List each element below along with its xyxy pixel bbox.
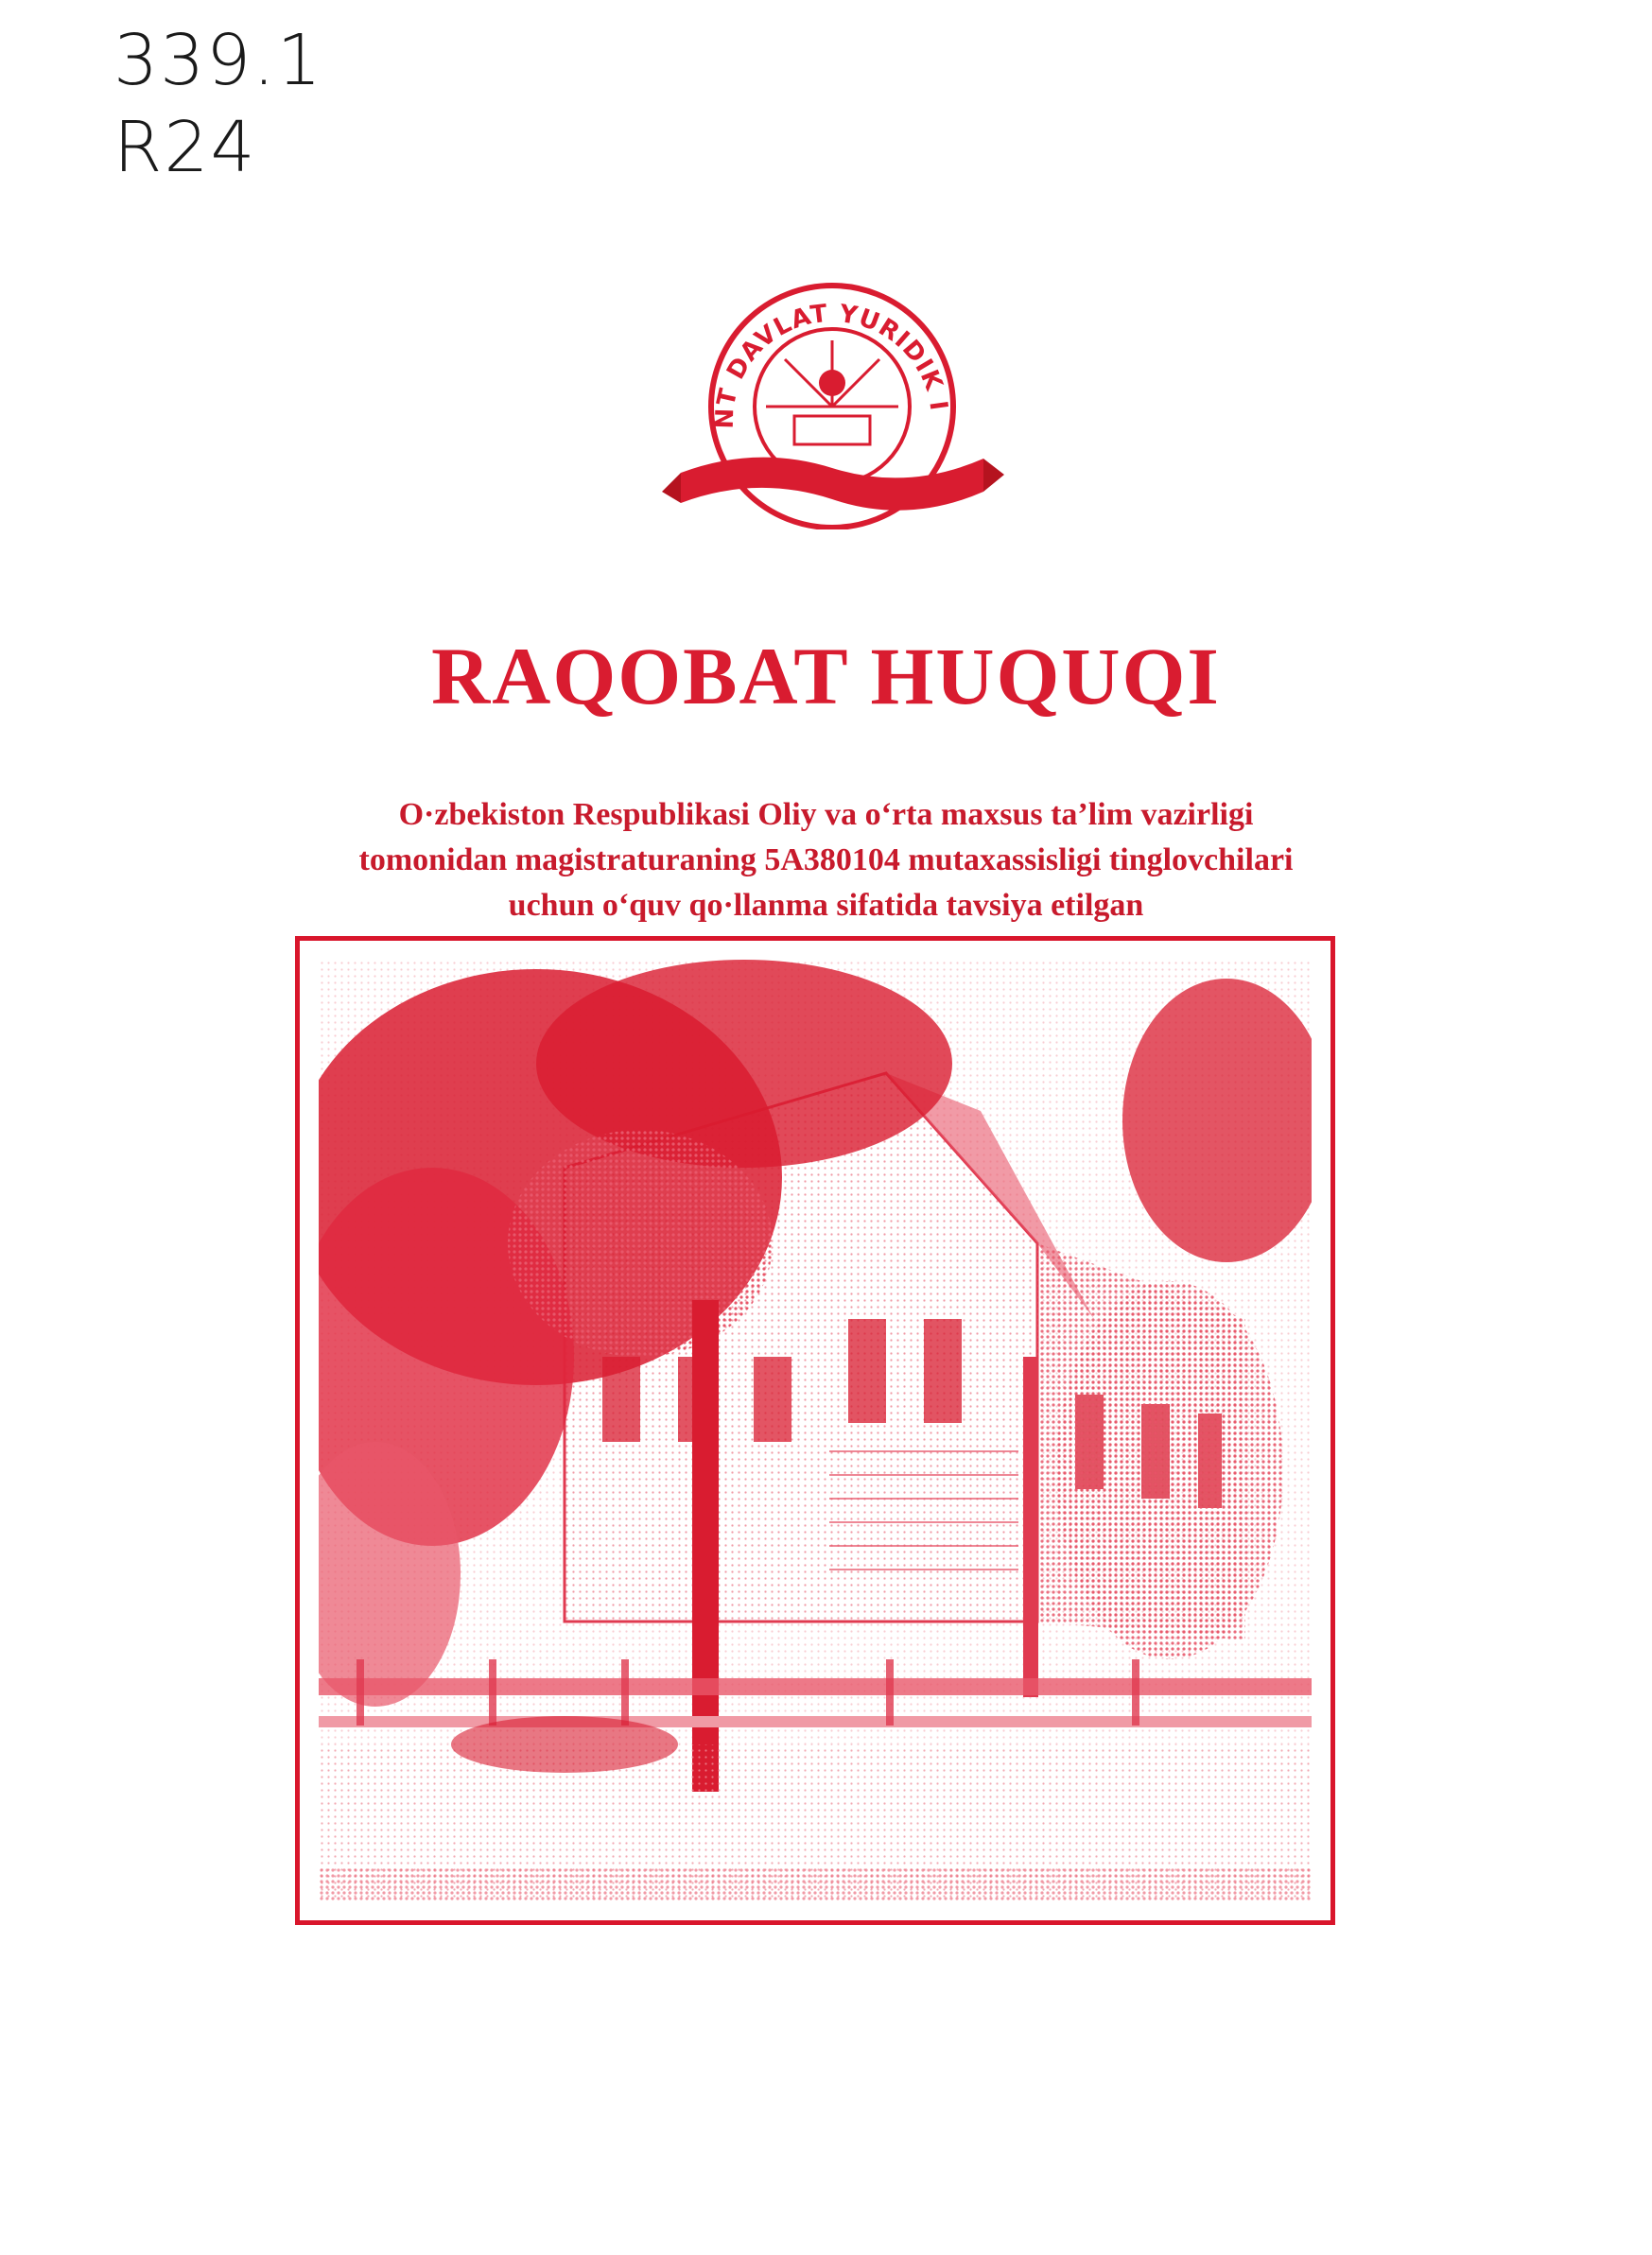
building-photo-icon — [319, 960, 1312, 1901]
seal-text: NT DAVLAT YURIDIK I — [710, 299, 953, 429]
catalog-code: R24 — [113, 107, 257, 188]
subtitle-line-2: tomonidan magistraturaning 5A380104 mutaxassisligi tinglovchilari — [358, 842, 1294, 877]
catalog-number: 339.1 — [113, 20, 323, 101]
cover-photo-frame — [295, 936, 1335, 1925]
institute-seal-icon — [643, 255, 1021, 529]
svg-text:TOSHKENT DAVLAT YURIDIK INSTIT — [643, 255, 953, 429]
subtitle-line-3: uchun o‘quv qo·llanma sifatida tavsiya etilgan — [508, 888, 1144, 923]
book-title: RAQOBAT HUQUQI — [431, 631, 1221, 721]
catalog-note — [113, 17, 323, 191]
book-subtitle — [0, 792, 1652, 928]
subtitle-line-1: O·zbekiston Respublikasi Oliy va o‘rta maxsus ta’lim vazirligi — [398, 797, 1254, 832]
